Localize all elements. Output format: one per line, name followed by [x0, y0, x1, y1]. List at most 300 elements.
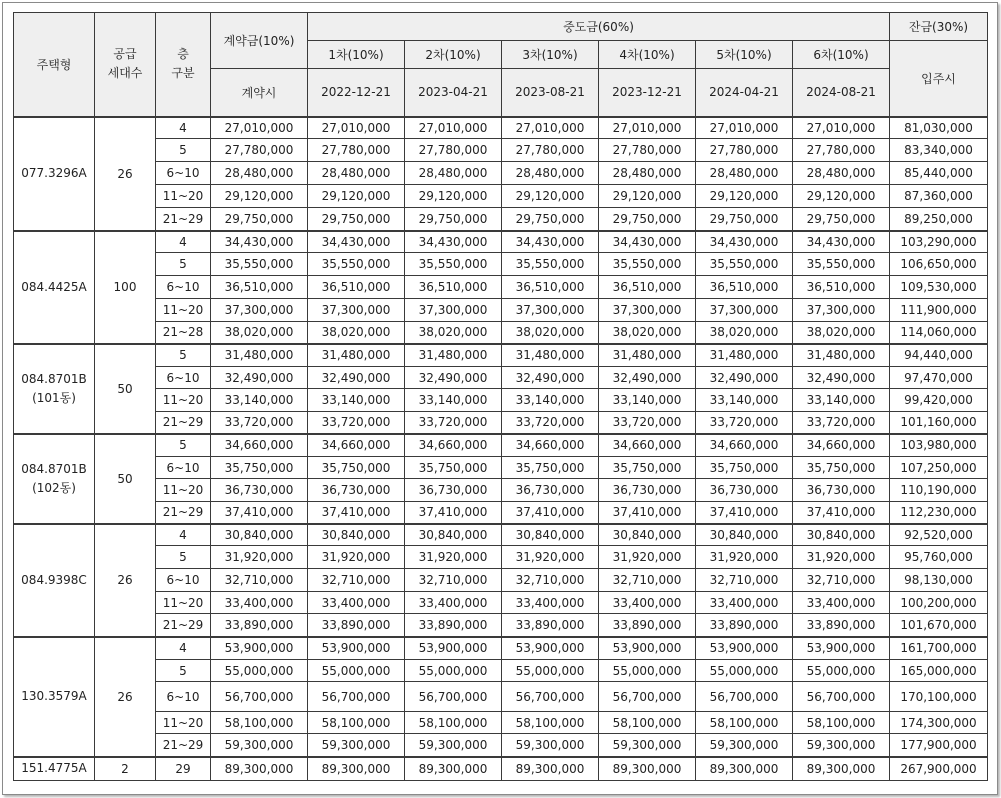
installment-5-amount-cell: 35,550,000: [696, 253, 793, 276]
installment-5-amount-cell: 59,300,000: [696, 734, 793, 757]
installment-5-amount-cell: 53,900,000: [696, 637, 793, 660]
balance-amount-cell: 81,030,000: [890, 117, 988, 139]
installment-6-amount-cell: 56,700,000: [793, 682, 890, 712]
table-row: [14, 434, 988, 457]
installment-1-amount-cell: 55,000,000: [308, 660, 405, 682]
supply-units-cell: 100: [95, 231, 156, 344]
floor-range-cell: 6~10: [156, 276, 211, 299]
installment-5-amount-cell: 29,120,000: [696, 185, 793, 208]
supply-units-cell: 26: [95, 117, 156, 231]
deposit-amount-cell: 33,720,000: [211, 412, 308, 434]
deposit-amount-cell: 33,140,000: [211, 389, 308, 412]
installment-5-amount-cell: 33,140,000: [696, 389, 793, 412]
installment-4-amount-cell: 28,480,000: [599, 162, 696, 185]
deposit-amount-cell: 36,730,000: [211, 479, 308, 502]
installment-4-amount-cell: 35,550,000: [599, 253, 696, 276]
installment-4-amount-cell: 30,840,000: [599, 524, 696, 546]
installment-5-amount-cell: 38,020,000: [696, 322, 793, 344]
balance-amount-cell: 92,520,000: [890, 524, 988, 546]
floor-range-cell: 6~10: [156, 682, 211, 712]
installment-3-amount-cell: 27,780,000: [502, 139, 599, 162]
installment-6-amount-cell: 38,020,000: [793, 322, 890, 344]
installment-1-amount-cell: 29,750,000: [308, 208, 405, 231]
floor-range-cell: 21~29: [156, 412, 211, 434]
installment-2-amount-cell: 33,400,000: [405, 592, 502, 614]
floor-range-cell: 4: [156, 231, 211, 253]
balance-amount-cell: 103,290,000: [890, 231, 988, 253]
installment-1-amount-cell: 29,120,000: [308, 185, 405, 208]
table-row: [14, 276, 988, 299]
installment-4-amount-cell: 29,750,000: [599, 208, 696, 231]
installment-2-amount-cell: 33,720,000: [405, 412, 502, 434]
balance-amount-cell: 161,700,000: [890, 637, 988, 660]
header-installment-4: 4차(10%): [599, 41, 696, 69]
floor-range-cell: 6~10: [156, 569, 211, 592]
installment-3-amount-cell: 27,010,000: [502, 117, 599, 139]
installment-3-amount-cell: 32,490,000: [502, 367, 599, 389]
installment-2-amount-cell: 27,010,000: [405, 117, 502, 139]
installment-2-amount-cell: 36,730,000: [405, 479, 502, 502]
unit-type-group: [14, 434, 988, 524]
unit-type-label: 130.3579A: [21, 689, 87, 703]
floor-range-cell: 5: [156, 546, 211, 569]
installment-1-amount-cell: 31,920,000: [308, 546, 405, 569]
installment-3-amount-cell: 33,400,000: [502, 592, 599, 614]
installment-6-amount-cell: 32,710,000: [793, 569, 890, 592]
table-row: [14, 660, 988, 682]
header-type: 주택형: [14, 13, 95, 117]
installment-5-amount-cell: 28,480,000: [696, 162, 793, 185]
floor-range-cell: 21~29: [156, 208, 211, 231]
installment-4-amount-cell: 29,120,000: [599, 185, 696, 208]
header-balance: 잔금(30%): [890, 13, 988, 41]
installment-1-amount-cell: 89,300,000: [308, 757, 405, 781]
installment-2-amount-cell: 37,410,000: [405, 502, 502, 524]
installment-1-amount-cell: 58,100,000: [308, 712, 405, 734]
deposit-amount-cell: 34,430,000: [211, 231, 308, 253]
header-supply: [95, 13, 156, 117]
balance-amount-cell: 177,900,000: [890, 734, 988, 757]
installment-6-amount-cell: 27,010,000: [793, 117, 890, 139]
supply-units-cell: 50: [95, 344, 156, 434]
installment-5-amount-cell: 36,730,000: [696, 479, 793, 502]
table-row: [14, 637, 988, 660]
installment-3-amount-cell: 34,430,000: [502, 231, 599, 253]
floor-range-cell: 11~20: [156, 389, 211, 412]
unit-type-label: 077.3296A: [21, 166, 87, 180]
header-installment-1: 1차(10%): [308, 41, 405, 69]
balance-amount-cell: 87,360,000: [890, 185, 988, 208]
installment-1-amount-cell: 38,020,000: [308, 322, 405, 344]
installment-6-amount-cell: 33,140,000: [793, 389, 890, 412]
installment-3-amount-cell: 55,000,000: [502, 660, 599, 682]
installment-4-amount-cell: 56,700,000: [599, 682, 696, 712]
installment-1-amount-cell: 32,490,000: [308, 367, 405, 389]
deposit-amount-cell: 31,920,000: [211, 546, 308, 569]
deposit-amount-cell: 32,710,000: [211, 569, 308, 592]
balance-amount-cell: 99,420,000: [890, 389, 988, 412]
table-row: [14, 208, 988, 231]
installment-2-amount-cell: 34,430,000: [405, 231, 502, 253]
table-row: [14, 117, 988, 139]
installment-1-amount-cell: 53,900,000: [308, 637, 405, 660]
table-row: [14, 139, 988, 162]
installment-1-amount-cell: 33,720,000: [308, 412, 405, 434]
installment-1-amount-cell: 37,410,000: [308, 502, 405, 524]
installment-2-amount-cell: 37,300,000: [405, 299, 502, 322]
installment-6-amount-cell: 33,890,000: [793, 614, 890, 637]
installment-6-amount-cell: 27,780,000: [793, 139, 890, 162]
table-row: [14, 389, 988, 412]
balance-amount-cell: 107,250,000: [890, 457, 988, 479]
balance-amount-cell: 100,200,000: [890, 592, 988, 614]
installment-4-amount-cell: 37,410,000: [599, 502, 696, 524]
deposit-amount-cell: 35,750,000: [211, 457, 308, 479]
table-row: [14, 546, 988, 569]
installment-4-amount-cell: 55,000,000: [599, 660, 696, 682]
table-row: [14, 502, 988, 524]
table-row: [14, 231, 988, 253]
deposit-amount-cell: 58,100,000: [211, 712, 308, 734]
installment-5-amount-cell: 31,480,000: [696, 344, 793, 367]
header-floor-line1: 층: [177, 47, 189, 62]
installment-3-amount-cell: 32,710,000: [502, 569, 599, 592]
balance-amount-cell: 89,250,000: [890, 208, 988, 231]
installment-6-amount-cell: 34,430,000: [793, 231, 890, 253]
deposit-amount-cell: 30,840,000: [211, 524, 308, 546]
header-date-5: 2024-04-21: [696, 69, 793, 117]
installment-5-amount-cell: 34,660,000: [696, 434, 793, 457]
table-header: [14, 13, 988, 117]
balance-amount-cell: 98,130,000: [890, 569, 988, 592]
supply-units-cell: 50: [95, 434, 156, 524]
installment-3-amount-cell: 53,900,000: [502, 637, 599, 660]
floor-range-cell: 11~20: [156, 712, 211, 734]
floor-range-cell: 21~29: [156, 614, 211, 637]
unit-type-group: [14, 117, 988, 231]
supply-units-cell: 2: [95, 757, 156, 781]
unit-type-label: 084.9398C: [21, 572, 87, 587]
installment-6-amount-cell: 31,480,000: [793, 344, 890, 367]
installment-4-amount-cell: 31,480,000: [599, 344, 696, 367]
installment-2-amount-cell: 35,550,000: [405, 253, 502, 276]
balance-amount-cell: 106,650,000: [890, 253, 988, 276]
installment-4-amount-cell: 27,010,000: [599, 117, 696, 139]
balance-amount-cell: 165,000,000: [890, 660, 988, 682]
installment-4-amount-cell: 32,490,000: [599, 367, 696, 389]
installment-2-amount-cell: 38,020,000: [405, 322, 502, 344]
header-date-6: 2024-08-21: [793, 69, 890, 117]
deposit-amount-cell: 36,510,000: [211, 276, 308, 299]
deposit-amount-cell: 27,780,000: [211, 139, 308, 162]
table-row: [14, 457, 988, 479]
table-row: [14, 757, 988, 781]
unit-type-cell: [14, 524, 95, 637]
installment-5-amount-cell: 89,300,000: [696, 757, 793, 781]
supply-units-cell: 26: [95, 524, 156, 637]
payment-schedule-table: [13, 12, 988, 781]
table-row: [14, 412, 988, 434]
installment-3-amount-cell: 29,750,000: [502, 208, 599, 231]
installment-6-amount-cell: 36,730,000: [793, 479, 890, 502]
installment-6-amount-cell: 28,480,000: [793, 162, 890, 185]
floor-range-cell: 5: [156, 434, 211, 457]
installment-2-amount-cell: 33,890,000: [405, 614, 502, 637]
installment-3-amount-cell: 36,510,000: [502, 276, 599, 299]
installment-1-amount-cell: 34,660,000: [308, 434, 405, 457]
installment-5-amount-cell: 58,100,000: [696, 712, 793, 734]
installment-1-amount-cell: 37,300,000: [308, 299, 405, 322]
installment-3-amount-cell: 35,550,000: [502, 253, 599, 276]
deposit-amount-cell: 56,700,000: [211, 682, 308, 712]
installment-3-amount-cell: 29,120,000: [502, 185, 599, 208]
header-deposit: 계약금(10%): [211, 13, 308, 69]
installment-6-amount-cell: 29,750,000: [793, 208, 890, 231]
installment-4-amount-cell: 59,300,000: [599, 734, 696, 757]
unit-type-label: 084.8701B: [21, 461, 87, 476]
installment-2-amount-cell: 29,750,000: [405, 208, 502, 231]
deposit-amount-cell: 33,890,000: [211, 614, 308, 637]
unit-type-label: (101동): [32, 390, 76, 405]
installment-6-amount-cell: 31,920,000: [793, 546, 890, 569]
balance-amount-cell: 97,470,000: [890, 367, 988, 389]
installment-2-amount-cell: 27,780,000: [405, 139, 502, 162]
installment-4-amount-cell: 38,020,000: [599, 322, 696, 344]
installment-3-amount-cell: 33,140,000: [502, 389, 599, 412]
floor-range-cell: 11~20: [156, 185, 211, 208]
table-row: [14, 162, 988, 185]
installment-5-amount-cell: 27,780,000: [696, 139, 793, 162]
installment-2-amount-cell: 53,900,000: [405, 637, 502, 660]
installment-6-amount-cell: 35,550,000: [793, 253, 890, 276]
installment-5-amount-cell: 29,750,000: [696, 208, 793, 231]
installment-1-amount-cell: 59,300,000: [308, 734, 405, 757]
installment-2-amount-cell: 89,300,000: [405, 757, 502, 781]
header-date-4: 2023-12-21: [599, 69, 696, 117]
installment-1-amount-cell: 30,840,000: [308, 524, 405, 546]
deposit-amount-cell: 53,900,000: [211, 637, 308, 660]
deposit-amount-cell: 38,020,000: [211, 322, 308, 344]
installment-6-amount-cell: 36,510,000: [793, 276, 890, 299]
floor-range-cell: 6~10: [156, 367, 211, 389]
installment-3-amount-cell: 28,480,000: [502, 162, 599, 185]
floor-range-cell: 11~20: [156, 299, 211, 322]
header-date-1: 2022-12-21: [308, 69, 405, 117]
header-floor-line2: 구분: [171, 66, 195, 81]
balance-amount-cell: 85,440,000: [890, 162, 988, 185]
installment-6-amount-cell: 33,720,000: [793, 412, 890, 434]
unit-type-label: (102동): [32, 480, 76, 495]
balance-amount-cell: 101,160,000: [890, 412, 988, 434]
table-row: [14, 479, 988, 502]
floor-range-cell: 21~28: [156, 322, 211, 344]
installment-5-amount-cell: 36,510,000: [696, 276, 793, 299]
installment-6-amount-cell: 29,120,000: [793, 185, 890, 208]
installment-2-amount-cell: 32,710,000: [405, 569, 502, 592]
installment-4-amount-cell: 34,430,000: [599, 231, 696, 253]
floor-range-cell: 6~10: [156, 457, 211, 479]
installment-1-amount-cell: 35,550,000: [308, 253, 405, 276]
floor-range-cell: 6~10: [156, 162, 211, 185]
installment-6-amount-cell: 37,300,000: [793, 299, 890, 322]
installment-5-amount-cell: 33,720,000: [696, 412, 793, 434]
deposit-amount-cell: 32,490,000: [211, 367, 308, 389]
installment-4-amount-cell: 33,720,000: [599, 412, 696, 434]
installment-6-amount-cell: 37,410,000: [793, 502, 890, 524]
floor-range-cell: 5: [156, 253, 211, 276]
table-row: [14, 367, 988, 389]
floor-range-cell: 5: [156, 139, 211, 162]
installment-1-amount-cell: 33,400,000: [308, 592, 405, 614]
balance-amount-cell: 109,530,000: [890, 276, 988, 299]
installment-3-amount-cell: 58,100,000: [502, 712, 599, 734]
balance-amount-cell: 267,900,000: [890, 757, 988, 781]
deposit-amount-cell: 55,000,000: [211, 660, 308, 682]
installment-3-amount-cell: 37,300,000: [502, 299, 599, 322]
unit-type-group: [14, 524, 988, 637]
table-row: [14, 592, 988, 614]
table-row: [14, 569, 988, 592]
deposit-amount-cell: 37,300,000: [211, 299, 308, 322]
unit-type-group: [14, 344, 988, 434]
table-row: [14, 524, 988, 546]
header-supply-line2: 세대수: [107, 66, 143, 81]
installment-3-amount-cell: 37,410,000: [502, 502, 599, 524]
installment-2-amount-cell: 36,510,000: [405, 276, 502, 299]
installment-6-amount-cell: 34,660,000: [793, 434, 890, 457]
installment-6-amount-cell: 55,000,000: [793, 660, 890, 682]
installment-5-amount-cell: 27,010,000: [696, 117, 793, 139]
installment-4-amount-cell: 35,750,000: [599, 457, 696, 479]
floor-range-cell: 21~29: [156, 734, 211, 757]
unit-type-cell: [14, 231, 95, 344]
header-middle-payment: 중도금(60%): [308, 13, 890, 41]
installment-2-amount-cell: 34,660,000: [405, 434, 502, 457]
installment-5-amount-cell: 30,840,000: [696, 524, 793, 546]
balance-amount-cell: 114,060,000: [890, 322, 988, 344]
installment-1-amount-cell: 28,480,000: [308, 162, 405, 185]
floor-range-cell: 5: [156, 344, 211, 367]
unit-type-cell: [14, 434, 95, 524]
installment-6-amount-cell: 35,750,000: [793, 457, 890, 479]
installment-3-amount-cell: 34,660,000: [502, 434, 599, 457]
floor-range-cell: 4: [156, 637, 211, 660]
deposit-amount-cell: 34,660,000: [211, 434, 308, 457]
unit-type-label: 151.4775A: [21, 761, 87, 776]
installment-5-amount-cell: 55,000,000: [696, 660, 793, 682]
balance-amount-cell: 111,900,000: [890, 299, 988, 322]
installment-2-amount-cell: 56,700,000: [405, 682, 502, 712]
header-floor: [156, 13, 211, 117]
installment-2-amount-cell: 35,750,000: [405, 457, 502, 479]
header-installment-2: 2차(10%): [405, 41, 502, 69]
installment-4-amount-cell: 53,900,000: [599, 637, 696, 660]
header-date-2: 2023-04-21: [405, 69, 502, 117]
installment-1-amount-cell: 36,510,000: [308, 276, 405, 299]
unit-type-cell: [14, 757, 95, 781]
installment-5-amount-cell: 33,890,000: [696, 614, 793, 637]
balance-amount-cell: 112,230,000: [890, 502, 988, 524]
installment-2-amount-cell: 31,920,000: [405, 546, 502, 569]
installment-4-amount-cell: 58,100,000: [599, 712, 696, 734]
header-balance-when: 입주시: [890, 41, 988, 117]
installment-3-amount-cell: 89,300,000: [502, 757, 599, 781]
installment-1-amount-cell: 27,010,000: [308, 117, 405, 139]
installment-3-amount-cell: 38,020,000: [502, 322, 599, 344]
installment-1-amount-cell: 32,710,000: [308, 569, 405, 592]
installment-1-amount-cell: 35,750,000: [308, 457, 405, 479]
floor-range-cell: 5: [156, 660, 211, 682]
installment-5-amount-cell: 33,400,000: [696, 592, 793, 614]
unit-type-group: [14, 231, 988, 344]
deposit-amount-cell: 33,400,000: [211, 592, 308, 614]
header-installment-6: 6차(10%): [793, 41, 890, 69]
installment-4-amount-cell: 31,920,000: [599, 546, 696, 569]
installment-5-amount-cell: 31,920,000: [696, 546, 793, 569]
deposit-amount-cell: 27,010,000: [211, 117, 308, 139]
installment-6-amount-cell: 89,300,000: [793, 757, 890, 781]
installment-4-amount-cell: 33,890,000: [599, 614, 696, 637]
deposit-amount-cell: 31,480,000: [211, 344, 308, 367]
balance-amount-cell: 94,440,000: [890, 344, 988, 367]
deposit-amount-cell: 89,300,000: [211, 757, 308, 781]
table-row: [14, 614, 988, 637]
deposit-amount-cell: 37,410,000: [211, 502, 308, 524]
table-row: [14, 344, 988, 367]
installment-1-amount-cell: 31,480,000: [308, 344, 405, 367]
installment-4-amount-cell: 33,140,000: [599, 389, 696, 412]
unit-type-group: [14, 757, 988, 781]
installment-5-amount-cell: 37,410,000: [696, 502, 793, 524]
installment-3-amount-cell: 33,890,000: [502, 614, 599, 637]
installment-5-amount-cell: 34,430,000: [696, 231, 793, 253]
installment-3-amount-cell: 35,750,000: [502, 457, 599, 479]
installment-2-amount-cell: 31,480,000: [405, 344, 502, 367]
deposit-amount-cell: 29,750,000: [211, 208, 308, 231]
installment-4-amount-cell: 32,710,000: [599, 569, 696, 592]
installment-6-amount-cell: 58,100,000: [793, 712, 890, 734]
supply-units-cell: 26: [95, 637, 156, 757]
table-row: [14, 253, 988, 276]
installment-3-amount-cell: 59,300,000: [502, 734, 599, 757]
installment-5-amount-cell: 56,700,000: [696, 682, 793, 712]
installment-1-amount-cell: 56,700,000: [308, 682, 405, 712]
balance-amount-cell: 101,670,000: [890, 614, 988, 637]
installment-6-amount-cell: 32,490,000: [793, 367, 890, 389]
deposit-amount-cell: 29,120,000: [211, 185, 308, 208]
installment-1-amount-cell: 34,430,000: [308, 231, 405, 253]
installment-2-amount-cell: 58,100,000: [405, 712, 502, 734]
header-deposit-when: 계약시: [211, 69, 308, 117]
unit-type-group: [14, 637, 988, 757]
installment-2-amount-cell: 59,300,000: [405, 734, 502, 757]
installment-4-amount-cell: 36,510,000: [599, 276, 696, 299]
unit-type-cell: [14, 117, 95, 231]
installment-5-amount-cell: 32,710,000: [696, 569, 793, 592]
floor-range-cell: 4: [156, 524, 211, 546]
installment-6-amount-cell: 59,300,000: [793, 734, 890, 757]
installment-3-amount-cell: 36,730,000: [502, 479, 599, 502]
installment-1-amount-cell: 27,780,000: [308, 139, 405, 162]
installment-4-amount-cell: 89,300,000: [599, 757, 696, 781]
table-row: [14, 322, 988, 344]
installment-6-amount-cell: 30,840,000: [793, 524, 890, 546]
installment-5-amount-cell: 37,300,000: [696, 299, 793, 322]
header-installment-5: 5차(10%): [696, 41, 793, 69]
floor-range-cell: 4: [156, 117, 211, 139]
installment-1-amount-cell: 33,890,000: [308, 614, 405, 637]
installment-3-amount-cell: 56,700,000: [502, 682, 599, 712]
